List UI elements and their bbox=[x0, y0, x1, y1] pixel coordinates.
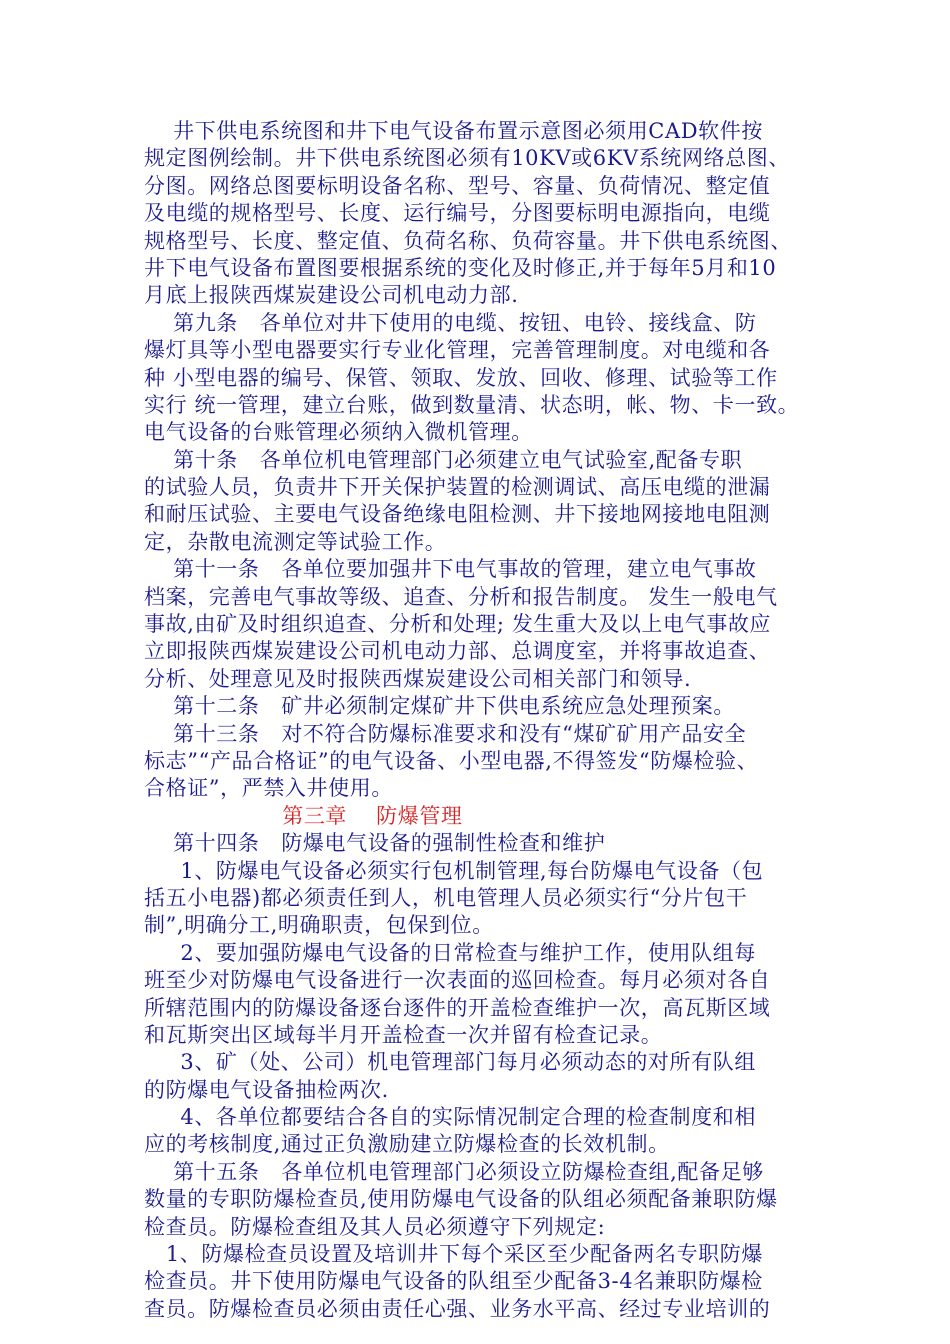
text-line: 和瓦斯突出区域每半月开盖检查一次并留有检查记录。 bbox=[144, 1022, 663, 1047]
text-line: 种 小型电器的编号、保管、领取、发放、回收、修理、试验等工作 bbox=[144, 365, 778, 390]
text-line: 规格型号、长度、整定值、负荷名称、负荷容量。井下供电系统图、 bbox=[144, 228, 792, 253]
text-line: 检查员。防爆检查组及其人员必须遵守下列规定: bbox=[144, 1214, 606, 1239]
text-line: 的防爆电气设备抽检两次. bbox=[144, 1077, 389, 1102]
text-line: 3、矿（处、公司）机电管理部门每月必须动态的对所有队组 bbox=[144, 1050, 756, 1075]
text-line: 2、要加强防爆电气设备的日常检查与维护工作，使用队组每 bbox=[144, 940, 756, 965]
text-line: 第十一条 各单位要加强井下电气事故的管理，建立电气事故 bbox=[144, 557, 757, 582]
text-line: 4、各单位都要结合各自的实际情况制定合理的检查制度和相 bbox=[144, 1105, 756, 1130]
text-line: 检查员。井下使用防爆电气设备的队组至少配备3-4名兼职防爆检 bbox=[144, 1269, 763, 1294]
text-line: 1、防爆电气设备必须实行包机制管理,每台防爆电气设备（包 bbox=[144, 858, 764, 883]
text-line: 实行 统一管理，建立台账，做到数量清、状态明，帐、物、卡一致。 bbox=[144, 392, 800, 417]
text-line: 分析、处理意见及时报陕西煤炭建设公司相关部门和领导. bbox=[144, 666, 692, 691]
text-line: 及电缆的规格型号、长度、运行编号，分图要标明电源指向，电缆 bbox=[144, 201, 771, 226]
text-line: 档案，完善电气事故等级、追查、分析和报告制度。 发生一般电气 bbox=[144, 584, 778, 609]
text-line: 电气设备的台账管理必须纳入微机管理。 bbox=[144, 420, 533, 445]
text-line: 定，杂散电流测定等试验工作。 bbox=[144, 529, 447, 554]
text-line: 第十二条 矿井必须制定煤矿井下供电系统应急处理预案。 bbox=[144, 694, 735, 719]
text-line: 规定图例绘制。井下供电系统图必须有10KV或6KV系统网络总图、 bbox=[144, 146, 790, 171]
text-line: 井下电气设备布置图要根据系统的变化及时修正,并于每年5月和10 bbox=[144, 255, 777, 280]
text-line: 合格证”，严禁入井使用。 bbox=[144, 776, 393, 801]
text-line: 第十三条 对不符合防爆标准要求和没有“煤矿矿用产品安全 bbox=[144, 721, 747, 746]
text-line: 井下供电系统图和井下电气设备布置示意图必须用CAD软件按 bbox=[144, 119, 763, 143]
text-line: 第十五条 各单位机电管理部门必须设立防爆检查组,配备足够 bbox=[144, 1159, 764, 1184]
text-line: 事故,由矿及时组织追查、分析和处理; 发生重大及以上电气事故应 bbox=[144, 612, 772, 637]
text-line: 所辖范围内的防爆设备逐台逐件的开盖检查维护一次，高瓦斯区域 bbox=[144, 995, 771, 1020]
text-line: 和耐压试验、主要电气设备绝缘电阻检测、井下接地网接地电阻测 bbox=[144, 502, 771, 527]
text-line: 数量的专职防爆检查员,使用防爆电气设备的队组必须配备兼职防爆 bbox=[144, 1187, 778, 1212]
text-line: 第十四条 防爆电气设备的强制性检查和维护 bbox=[144, 831, 606, 856]
document-page bbox=[144, 118, 824, 1323]
text-line: 括五小电器)都必须责任到人，机电管理人员必须实行“分片包干 bbox=[144, 885, 748, 910]
text-line: 爆灯具等小型电器要实行专业化管理，完善管理制度。对电缆和各 bbox=[144, 338, 771, 363]
text-line: 班至少对防爆电气设备进行一次表面的巡回检查。每月必须对各自 bbox=[144, 968, 771, 993]
text-line: 月底上报陕西煤炭建设公司机电动力部. bbox=[144, 283, 519, 308]
text-line: 标志”“产品合格证”的电气设备、小型电器,不得签发“防爆检验、 bbox=[144, 748, 759, 773]
chapter-heading: 第三章 防爆管理 bbox=[144, 803, 463, 828]
text-line: 分图。网络总图要标明设备名称、型号、容量、负荷情况、整定值 bbox=[144, 173, 771, 198]
text-line: 第九条 各单位对井下使用的电缆、按钮、电铃、接线盒、防 bbox=[144, 310, 757, 335]
text-line: 制”,明确分工,明确职责，包保到位。 bbox=[144, 913, 494, 938]
text-line: 应的考核制度,通过正负激励建立防爆检查的长效机制。 bbox=[144, 1132, 670, 1157]
text-line: 的试验人员，负责井下开关保护装置的检测调试、高压电缆的泄漏 bbox=[144, 475, 771, 500]
text-line: 立即报陕西煤炭建设公司机电动力部、总调度室，并将事故追查、 bbox=[144, 639, 771, 664]
text-line: 1、防爆检查员设置及培训井下每个采区至少配备两名专职防爆 bbox=[144, 1242, 763, 1267]
text-line: 第十条 各单位机电管理部门必须建立电气试验室,配备专职 bbox=[144, 447, 743, 472]
text-line: 查员。防爆检查员必须由责任心强、业务水平高、经过专业培训的 bbox=[144, 1296, 771, 1321]
